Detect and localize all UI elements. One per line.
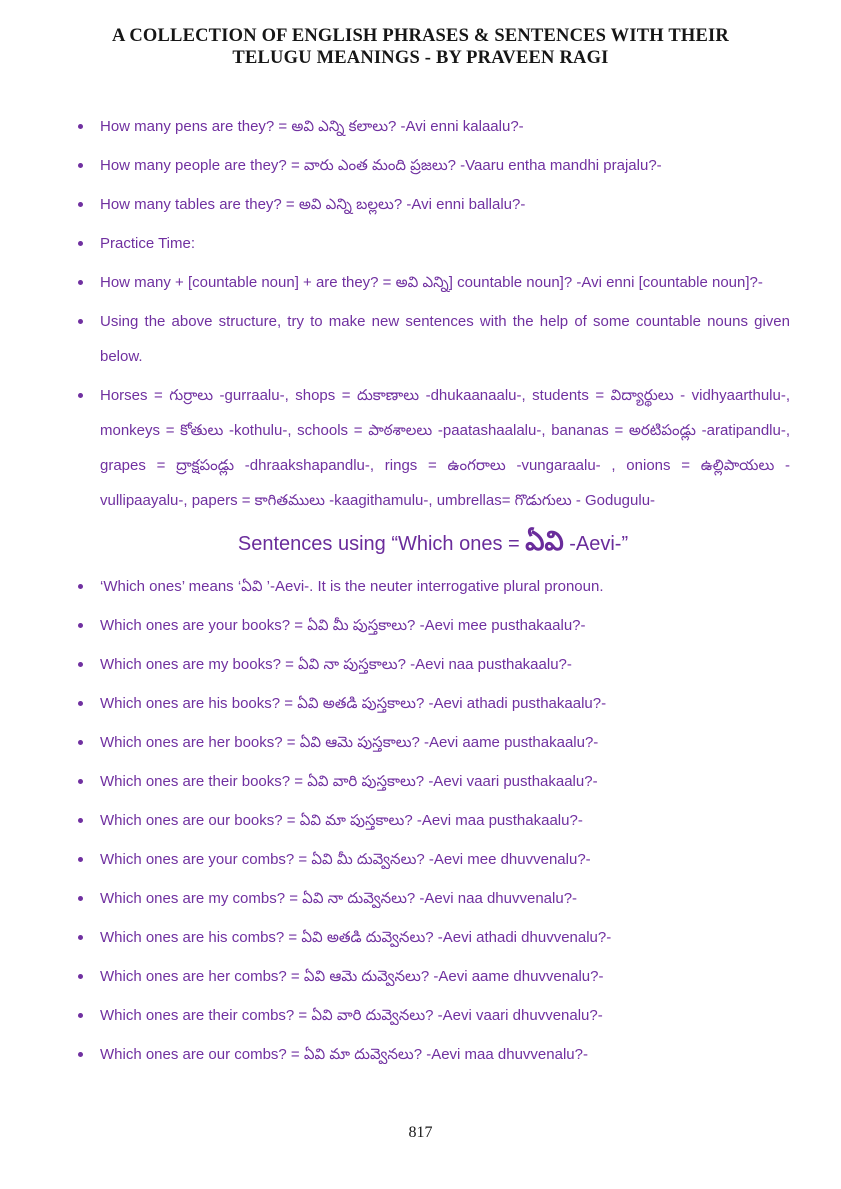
phrase-text: ‘Which ones’ means ‘ఏవి ’-Aevi-. It is the neuter interrogative plural pronoun. <box>100 578 604 595</box>
phrase-text: How many + [countable noun] + are they? = అవి ఎన్ని] countable noun]? -Avi enni [countable noun]?- <box>100 274 763 291</box>
phrase-text: Which ones are their books? = ఏవి వారి పుస్తకాలు? -Aevi vaari pusthakaalu?- <box>100 773 598 790</box>
bullet-icon <box>78 319 83 324</box>
bullet-icon <box>78 202 83 207</box>
phrase-text: Using the above structure, try to make new sentences with the help of some countable nouns given below. <box>100 313 790 365</box>
phrase-item <box>76 226 790 261</box>
phrase-item <box>76 304 790 374</box>
bullet-icon <box>78 740 83 745</box>
phrase-item <box>76 959 790 994</box>
document-title-line2: TELUGU MEANINGS - BY PRAVEEN RAGI <box>232 48 609 68</box>
phrase-item <box>76 109 790 144</box>
phrase-text: Which ones are our combs? = ఏవి మా దువ్వెనలు? -Aevi maa dhuvvenalu?- <box>100 1046 588 1063</box>
which-ones-phrase-list <box>76 569 790 1072</box>
phrase-text: Which ones are her books? = ఏవి ఆమె పుస్తకాలు? -Aevi aame pusthakaalu?- <box>100 734 599 751</box>
phrase-item <box>76 881 790 916</box>
how-many-phrase-list <box>76 109 790 518</box>
phrase-text: Which ones are my combs? = ఏవి నా దువ్వెనలు? -Aevi naa dhuvvenalu?- <box>100 890 578 907</box>
bullet-icon <box>78 124 83 129</box>
phrase-text: How many pens are they? = అవి ఎన్ని కలాలు? -Avi enni kalaalu?- <box>100 118 524 135</box>
phrase-item <box>76 265 790 300</box>
bullet-icon <box>78 1052 83 1057</box>
bullet-icon <box>78 896 83 901</box>
bullet-icon <box>78 662 83 667</box>
document-title-line1: A COLLECTION OF ENGLISH PHRASES & SENTENCES WITH THEIR <box>111 26 729 46</box>
document-title <box>0 0 841 69</box>
phrase-item <box>76 148 790 183</box>
section-heading-prefix: Sentences using “Which ones = <box>237 533 526 555</box>
bullet-icon <box>78 701 83 706</box>
bullet-icon <box>78 857 83 862</box>
phrase-item <box>76 764 790 799</box>
phrase-text: Which ones are his combs? = ఏవి అతడి దువ్వెనలు? -Aevi athadi dhuvvenalu?- <box>100 929 612 946</box>
phrase-item <box>76 725 790 760</box>
phrase-item <box>76 187 790 222</box>
phrase-item <box>76 920 790 955</box>
phrase-text: Which ones are his books? = ఏవి అతడి పుస్తకాలు? -Aevi athadi pusthakaalu?- <box>100 695 607 712</box>
phrase-text: Practice Time: <box>100 235 196 252</box>
section-heading-suffix: -Aevi-” <box>563 533 629 555</box>
bullet-icon <box>78 393 83 398</box>
bullet-icon <box>78 163 83 168</box>
page-number: 817 <box>408 1124 433 1141</box>
phrase-item <box>76 378 790 518</box>
phrase-text: How many people are they? = వారు ఎంత మంది ప్రజలు? -Vaaru entha mandhi prajalu?- <box>100 157 662 174</box>
bullet-icon <box>78 584 83 589</box>
phrase-text: Which ones are their combs? = ఏవి వారి దువ్వెనలు? -Aevi vaari dhuvvenalu?- <box>100 1007 603 1024</box>
phrase-item <box>76 842 790 877</box>
phrase-item <box>76 647 790 682</box>
bullet-icon <box>78 280 83 285</box>
bullet-icon <box>78 935 83 940</box>
phrase-item <box>76 998 790 1033</box>
phrase-item <box>76 803 790 838</box>
bullet-icon <box>78 818 83 823</box>
phrase-item <box>76 608 790 643</box>
phrase-item <box>76 1037 790 1072</box>
section-heading-telugu-word: ఏవి <box>525 526 564 556</box>
bullet-icon <box>78 241 83 246</box>
section-heading <box>76 524 790 561</box>
phrase-text: Which ones are my books? = ఏవి నా పుస్తకాలు? -Aevi naa pusthakaalu?- <box>100 656 572 673</box>
phrase-item <box>76 686 790 721</box>
phrase-text: How many tables are they? = అవి ఎన్ని బల్లలు? -Avi enni ballalu?- <box>100 196 526 213</box>
phrase-text: Horses = గుర్రాలు -gurraalu-, shops = దుకాణాలు -dhukaanaalu-, students = విద్యార్థులు - vidhyaarthulu-, monkeys = కోతులు -kothulu-, schools = పాఠశాలలు -paatashaalalu-, bananas = అరటిపండ్లు -aratipandlu-, grapes = ద్రాక్షపండ్లు -dhraakshapandlu-, rings = ఉంగరాలు -vungaraalu- , onions = ఉల్లిపాయలు -vullipaayalu-, papers = కాగితములు -kaagithamulu-, umbrellas= గొడుగులు - Godugulu- <box>100 387 790 509</box>
phrase-text: Which ones are her combs? = ఏవి ఆమె దువ్వెనలు? -Aevi aame dhuvvenalu?- <box>100 968 604 985</box>
bullet-icon <box>78 974 83 979</box>
bullet-icon <box>78 1013 83 1018</box>
bullet-icon <box>78 779 83 784</box>
phrase-text: Which ones are our books? = ఏవి మా పుస్తకాలు? -Aevi maa pusthakaalu?- <box>100 812 583 829</box>
phrase-text: Which ones are your combs? = ఏవి మీ దువ్వెనలు? -Aevi mee dhuvvenalu?- <box>100 851 591 868</box>
phrase-item <box>76 569 790 604</box>
phrase-text: Which ones are your books? = ఏవి మీ పుస్తకాలు? -Aevi mee pusthakaalu?- <box>100 617 586 634</box>
bullet-icon <box>78 623 83 628</box>
